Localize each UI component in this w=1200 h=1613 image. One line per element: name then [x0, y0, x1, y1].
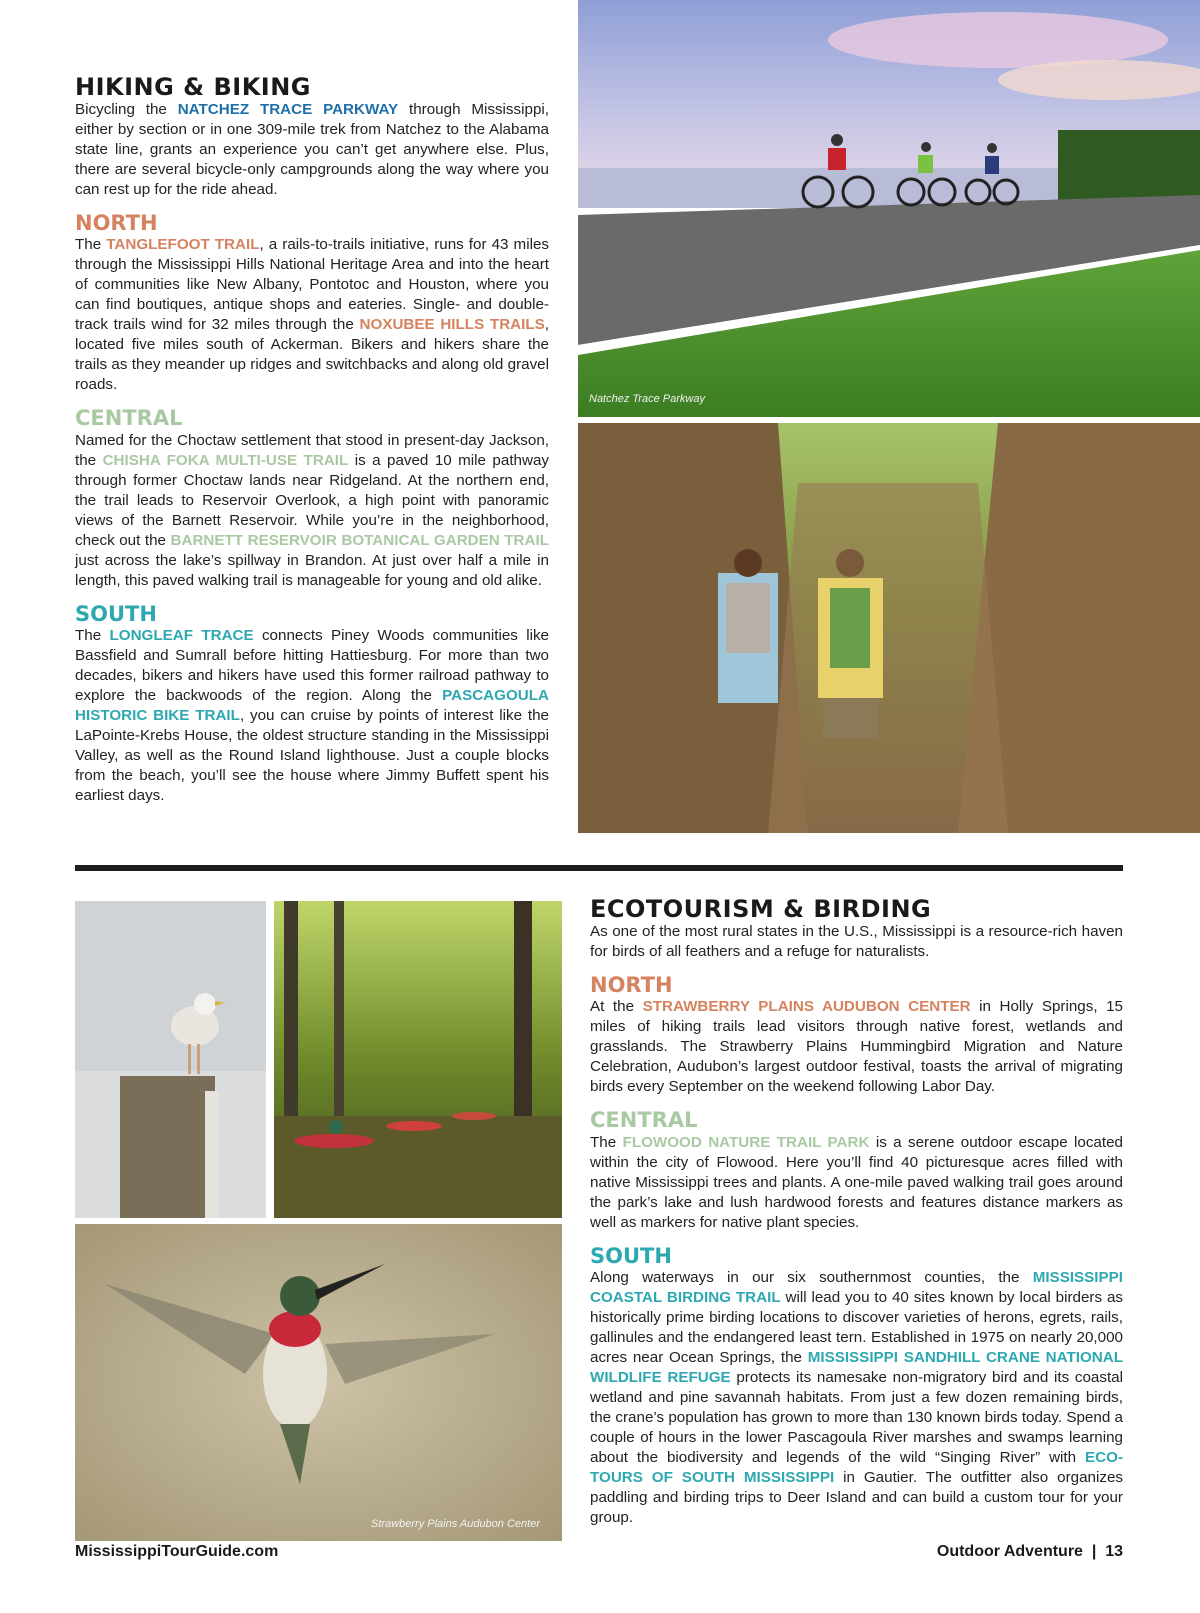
- noxubee-hills-link[interactable]: NOXUBEE HILLS TRAILS: [359, 316, 545, 334]
- hiking-biking-section: [75, 74, 549, 806]
- eco-intro-paragraph: As one of the most rural states in the U.S., Mississippi is a resource-rich haven for birds of all feathers and a refuge for naturalists.: [590, 923, 1123, 961]
- strawberry-plains-link[interactable]: STRAWBERRY PLAINS AUDUBON CENTER: [642, 998, 971, 1016]
- kayak-photo: [274, 901, 562, 1218]
- hummingbird-photo: [75, 1224, 562, 1541]
- eco-tours-link[interactable]: ECO-TOURS OF SOUTH MISSISSIPPI: [590, 1448, 1123, 1486]
- hiking-north-heading: NORTH: [75, 211, 158, 236]
- cyclists-caption: Natchez Trace Parkway: [589, 393, 705, 405]
- hummingbird-caption: Strawberry Plains Audubon Center: [371, 1518, 540, 1530]
- coastal-birding-trail-link[interactable]: MISSISSIPPI COASTAL BIRDING TRAIL: [590, 1268, 1123, 1306]
- hiking-biking-title: HIKING & BIKING: [75, 73, 312, 101]
- cyclists-photo: [578, 0, 1200, 417]
- flowood-nature-trail-link[interactable]: FLOWOOD NATURE TRAIL PARK: [622, 1133, 870, 1151]
- ecotourism-section: [590, 896, 1123, 1528]
- eco-central-paragraph: The FLOWOOD NATURE TRAIL PARK is a serene outdoor escape located within the city of Flowood. Here you’ll find 40 picturesque acres filled with native Mississippi trees and plants. A one-mile paved walking trail goes around the park’s lake and lush hardwood forests and features distance markers as well as markers for native plant species.: [590, 1133, 1123, 1231]
- footer-website[interactable]: MississippiTourGuide.com: [75, 1543, 279, 1560]
- eco-north-heading: NORTH: [590, 973, 673, 998]
- tanglefoot-trail-link[interactable]: TANGLEFOOT TRAIL: [106, 236, 260, 254]
- eco-central-heading: CENTRAL: [590, 1108, 698, 1133]
- eco-north-paragraph: At the STRAWBERRY PLAINS AUDUBON CENTER in Holly Springs, 15 miles of hiking trails lead visitors through native forest, wetlands and grasslands. The Strawberry Plains Hummingbird Migration and Nature Celebration, Audubon’s largest outdoor festival, toasts the arrival of migrating birds every September on the weekend following Labor Day.: [590, 998, 1123, 1096]
- longleaf-trace-link[interactable]: LONGLEAF TRACE: [109, 626, 254, 644]
- hiking-south-heading: SOUTH: [75, 601, 157, 626]
- pascagoula-bike-trail-link[interactable]: PASCAGOULA HISTORIC BIKE TRAIL: [75, 686, 549, 724]
- hiking-south-paragraph: The LONGLEAF TRACE connects Piney Woods communities like Bassfield and Sumrall before hitting Hattiesburg. For more than two decades, bikers and hikers have used this former railroad pathway to explore the backwoods of the region. Along the PASCAGOULA HISTORIC BIKE TRAIL, you can cruise by points of interest like the LaPointe-Krebs House, the oldest structure standing in the Mississippi Valley, as well as the Round Island lighthouse. Just a couple blocks from the beach, you’ll see the house where Jimmy Buffett spent his earliest days.: [75, 626, 550, 804]
- hiking-north-paragraph: The TANGLEFOOT TRAIL, a rails-to-trails initiative, runs for 43 miles through the Mississippi Hills National Heritage Area and into the heart of communities like New Albany, Pontotoc and Houston, where you can find boutiques, antique shops and eateries. Single- and double-track trails wind for 32 miles through the NOXUBEE HILLS TRAILS, located five miles south of Ackerman. Bikers and hikers share the trails as they meander up ridges and switchbacks and along old gravel roads.: [75, 236, 549, 394]
- gull-photo: [75, 901, 266, 1218]
- hiking-intro-paragraph: Bicycling the NATCHEZ TRACE PARKWAY through Mississippi, either by section or in one 309-mile trek from Natchez to the Alabama state line, grants an experience you can’t get anywhere else. Plus, there are several bicycle-only campgrounds along the way where you can rest up for the ride ahead.: [75, 101, 549, 199]
- hikers-photo: [578, 423, 1200, 833]
- sandhill-crane-refuge-link[interactable]: MISSISSIPPI SANDHILL CRANE NATIONAL WILDLIFE REFUGE: [590, 1348, 1123, 1386]
- chisha-foka-link[interactable]: CHISHA FOKA MULTI-USE TRAIL: [102, 451, 349, 469]
- eco-south-heading: SOUTH: [590, 1243, 672, 1268]
- section-divider: [75, 865, 1123, 871]
- eco-south-paragraph: Along waterways in our six southernmost counties, the MISSISSIPPI COASTAL BIRDING TRAIL will lead you to 40 sites known by local birders as historically prime birding locations to discover varieties of herons, egrets, rails, gallinules and the endangered least tern. Established in 1975 on nearly 20,000 acres near Ocean Springs, the MISSISSIPPI SANDHILL CRANE NATIONAL WILDLIFE REFUGE protects its namesake non-migratory bird and its coastal wetland and pine savannah habitats. From just a few dozen remaining birds, the crane’s population has grown to more than 130 known birds today. Spend a couple of hours in the lower Pascagoula River marshes and swamps learning about the biodiversity and legends of the wild “Singing River” with ECO-TOURS OF SOUTH MISSISSIPPI in Gautier. The outfitter also organizes paddling and birding trips to Deer Island and can build a custom tour for your group.: [590, 1268, 1123, 1526]
- hiking-central-paragraph: Named for the Choctaw settlement that stood in present-day Jackson, the CHISHA FOKA MULTI-USE TRAIL is a paved 10 mile pathway through former Choctaw lands near Ridgeland. At the northern end, the trail leads to Reservoir Overlook, a high point with panoramic views of the Barnett Reservoir. While you’re in the neighborhood, check out the BARNETT RESERVOIR BOTANICAL GARDEN TRAIL just across the lake’s spillway in Brandon. At just over half a mile in length, this paved walking trail is manageable for young and old alike.: [75, 431, 549, 589]
- footer-section-page: Outdoor Adventure | 13: [936, 1543, 1123, 1560]
- hiking-central-heading: CENTRAL: [75, 406, 183, 431]
- barnett-reservoir-link[interactable]: BARNETT RESERVOIR BOTANICAL GARDEN TRAIL: [170, 531, 549, 549]
- ecotourism-title: ECOTOURISM & BIRDING: [590, 895, 932, 923]
- natchez-trace-link[interactable]: NATCHEZ TRACE PARKWAY: [177, 101, 399, 119]
